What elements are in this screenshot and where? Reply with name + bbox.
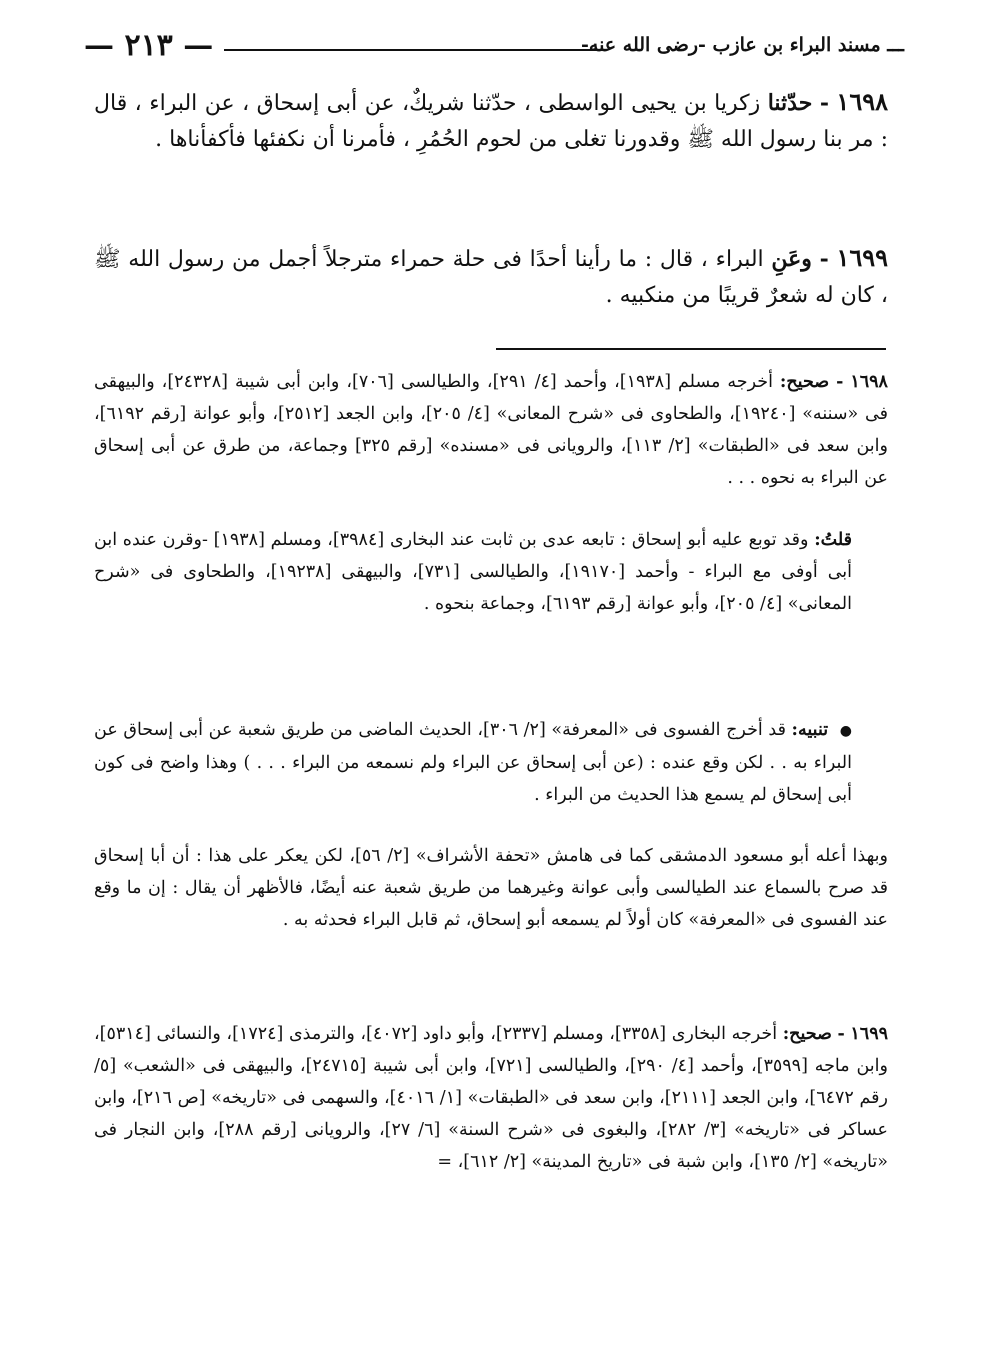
header-rule (224, 49, 604, 51)
footnote-closing (94, 840, 888, 936)
footnote-1698: ١٦٩٨ - صحيح: أخرجه مسلم [١٩٣٨]، وأحمد [٤/ ٢٩١]، والطيالسى [٧٠٦]، وابن أبى شيبة [٢٤٣٢٨]، والبيهقى فى «سننه» [١٩٢٤٠]، والطحاوى فى «شرح المعانى» [٤/ ٢٠٥]، وابن الجعد [٢٥١٢]، وأبو عوانة [رقم ٦١٩٢]، وابن سعد فى «الطبقات» [٢/ ١١٣]، والرويانى فى «مسنده» [رقم ٣٢٥] وجماعة، من طرق عن أبى إسحاق عن البراء به نحوه . . . (94, 372, 888, 488)
footnote-1699: ١٦٩٩ - صحيح: أخرجه البخارى [٣٣٥٨]، ومسلم [٢٣٣٧]، وأبو داود [٤٠٧٢]، والترمذى [١٧٢٤]، والنسائى [٥٣١٤]، وابن ماجه [٣٥٩٩]، وأحمد [٤/ ٢٩٠]، والطيالسى [٧٢١]، وابن أبى شيبة [٢٤٧١٥]، والبيهقى فى «الشعب» [٥/ رقم ٦٤٧٢]، وابن الجعد [٢١١١]، وابن سعد فى «الطبقات» [١/ ٤٠١٦]، والسهمى فى «تاريخه» [ص ٢١٦]، وابن عساكر فى «تاريخه» [٣/ ٢٨٢]، والبغوى فى «شرح السنة» [٦/ ٢٧]، والرويانى [رقم ٢٨٨]، وابن النجار فى «تاريخه» [٢/ ١٣٥]، وابن شبة فى «تاريخ المدينة» [٢/ ٦١٢]، = (94, 1024, 888, 1172)
footnote-grade: صحيح: (779, 372, 830, 392)
hadith-number: ١٦٩٩ (836, 243, 889, 272)
page-number: — ٢١٣ — (84, 28, 214, 63)
closing-text: وبهذا أعله أبو مسعود الدمشقى كما فى هامش «تحفة الأشراف» [٢/ ٥٦]، لكن يعكر على هذا : أن أبا إسحاق قد صرح بالسماع عند الطيالسى وأبى عوانة وغيرهما من طريق شعبة عنه أيضًا، فالأظهر أن يقال : إن ما وقع عند الفسوى فى «المعرفة» كان أولاً لم يسمعه أبو إسحاق، ثم قابل البراء فحدثه به . (94, 846, 888, 930)
footnote-number: ١٦٩٨ (850, 372, 888, 392)
footnote-grade: صحيح: (782, 1024, 832, 1044)
hadith-1699: ١٦٩٩ - وعَنِ البراء ، قال : ما رأينا أحدًا فى حلة حمراء مترجلاً أجمل من رسول الله ﷺ ، كان له شعرٌ قريبًا من منكبيه . (94, 243, 889, 308)
footnote-qultu (94, 524, 888, 620)
hadith-lead: حدّثنا (767, 90, 813, 116)
page-header (84, 30, 904, 66)
footnote-number: ١٦٩٩ (850, 1024, 888, 1044)
footnote-text: أخرجه مسلم [١٩٣٨]، وأحمد [٤/ ٢٩١]، والطيالسى [٧٠٦]، وابن أبى شيبة [٢٤٣٢٨]، والبيهقى فى «سننه» [١٩٢٤٠]، والطحاوى فى «شرح المعانى» [٤/ ٢٠٥]، وابن الجعد [٢٥١٢]، وأبو عوانة [رقم ٦١٩٢]، وابن سعد فى «الطبقات» [٢/ ١١٣]، والرويانى فى «مسنده» [رقم ٣٢٥] وجماعة، من طرق عن أبى إسحاق عن البراء به نحوه . . . (94, 372, 888, 488)
tanbih-label: تنبيه: (791, 720, 829, 740)
continuation-mark: = (437, 1152, 453, 1172)
bullet-icon: ● (839, 723, 852, 739)
hadith-lead: وعَنِ (771, 246, 812, 272)
footnote-separator (496, 348, 886, 350)
footnote-tanbih (94, 714, 888, 811)
hadith-text: زكريا بن يحيى الواسطى ، حدّثنا شريكٌ، عن أبى إسحاق ، عن البراء ، قال : مر بنا رسول الله ﷺ وقدورنا تغلى من لحوم الحُمُرِ ، فأمرنا أن نكفئها فأكفأناها . (94, 91, 888, 152)
header-title: ـــ مسند البراء بن عازب -رضى الله عنه- (581, 34, 904, 56)
hadith-1698: ١٦٩٨ - حدّثنا زكريا بن يحيى الواسطى ، حدّثنا شريكٌ، عن أبى إسحاق ، عن البراء ، قال : مر بنا رسول الله ﷺ وقدورنا تغلى من لحوم الحُمُرِ ، فأمرنا أن نكفئها فأكفأناها . (94, 87, 888, 152)
hadith-number: ١٦٩٨ (836, 87, 888, 116)
footnote-text: أخرجه البخارى [٣٣٥٨]، ومسلم [٢٣٣٧]، وأبو داود [٤٠٧٢]، والترمذى [١٧٢٤]، والنسائى [٥٣١٤]، وابن ماجه [٣٥٩٩]، وأحمد [٤/ ٢٩٠]، والطيالسى [٧٢١]، وابن أبى شيبة [٢٤٧١٥]، والبيهقى فى «الشعب» [٥/ رقم ٦٤٧٢]، وابن الجعد [٢١١١]، وابن سعد فى «الطبقات» [١/ ٤٠١٦]، والسهمى فى «تاريخه» [ص ٢١٦]، وابن عساكر فى «تاريخه» [٣/ ٢٨٢]، والبغوى فى «شرح السنة» [٦/ ٢٧]، والرويانى [رقم ٢٨٨]، وابن النجار فى «تاريخه» [٢/ ١٣٥]، وابن شبة فى «تاريخ المدينة» [٢/ ٦١٢]، (94, 1024, 888, 1172)
qultu-text: وقد توبع عليه أبو إسحاق : تابعه عدى بن ثابت عند البخارى [٣٩٨٤]، ومسلم [١٩٣٨] -وقرن عنده ابن أبى أوفى مع البراء - وأحمد [١٩١٧٠]، والطيالسى [٧٣١]، والبيهقى [١٩٢٣٨]، والطحاوى فى «شرح المعانى» [٤/ ٢٠٥]، وأبو عوانة [رقم ٦١٩٣]، وجماعة بنحوه . (94, 530, 853, 614)
tanbih-text: قد أخرج الفسوى فى «المعرفة» [٢/ ٣٠٦]، الحديث الماضى من طريق شعبة عن أبى إسحاق عن البراء به . . لكن وقع عنده : (عن أبى إسحاق عن البراء ولم نسمعه من البراء . . . ) وهذا واضح فى كون أبى إسحاق لم يسمع هذا الحديث من البراء . (94, 720, 852, 805)
qultu-label: قلتُ: (814, 530, 852, 550)
hadith-text: البراء ، قال : ما رأينا أحدًا فى حلة حمراء مترجلاً أجمل من رسول الله ﷺ ، كان له شعرٌ قريبًا من منكبيه . (94, 247, 888, 308)
